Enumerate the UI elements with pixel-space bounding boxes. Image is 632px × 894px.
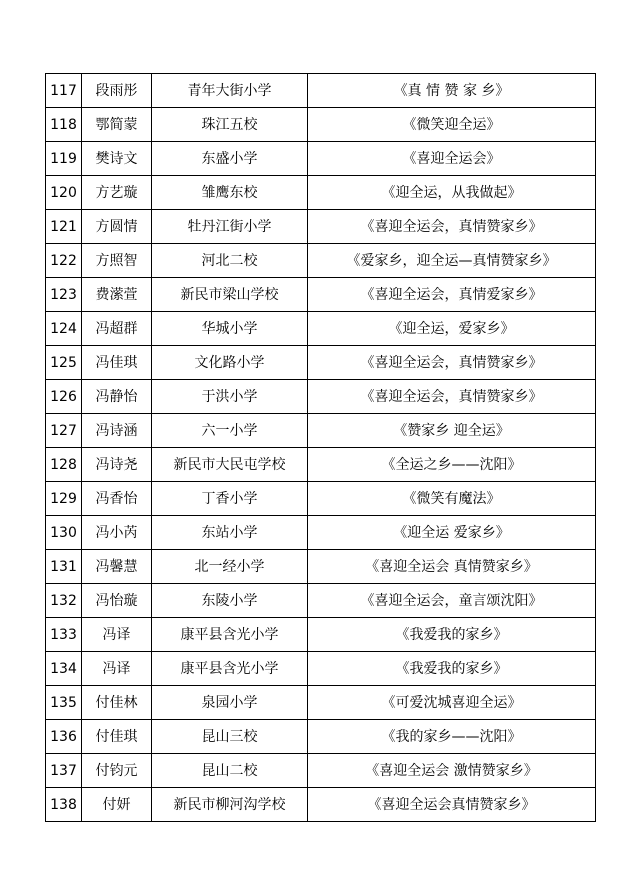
participant-table [45,73,596,822]
school-name: 康平县含光小学 [152,652,308,686]
school-name: 青年大街小学 [152,74,308,108]
school-name: 东陵小学 [152,584,308,618]
row-number: 128 [46,448,82,482]
table-row [46,754,596,788]
school-name: 华城小学 [152,312,308,346]
student-name: 樊诗文 [82,142,152,176]
table-row [46,618,596,652]
table-row [46,74,596,108]
row-number: 127 [46,414,82,448]
school-name: 丁香小学 [152,482,308,516]
work-title: 《喜迎全运会，真情赞家乡》 [308,210,596,244]
work-title: 《迎全运，从我做起》 [308,176,596,210]
work-title: 《全运之乡——沈阳》 [308,448,596,482]
table-row [46,584,596,618]
table-row [46,550,596,584]
student-name: 冯诗尧 [82,448,152,482]
student-name: 方艺璇 [82,176,152,210]
school-name: 新民市梁山学校 [152,278,308,312]
school-name: 康平县含光小学 [152,618,308,652]
table-row [46,652,596,686]
row-number: 135 [46,686,82,720]
student-name: 冯诗涵 [82,414,152,448]
school-name: 六一小学 [152,414,308,448]
row-number: 117 [46,74,82,108]
work-title: 《微笑有魔法》 [308,482,596,516]
table-row [46,176,596,210]
school-name: 珠江五校 [152,108,308,142]
school-name: 文化路小学 [152,346,308,380]
student-name: 方圆情 [82,210,152,244]
table-row [46,414,596,448]
student-name: 付妍 [82,788,152,822]
student-name: 冯佳琪 [82,346,152,380]
work-title: 《赞家乡 迎全运》 [308,414,596,448]
student-name: 冯译 [82,652,152,686]
school-name: 于洪小学 [152,380,308,414]
table-row [46,380,596,414]
school-name: 雏鹰东校 [152,176,308,210]
participant-table-body [46,74,596,822]
school-name: 河北二校 [152,244,308,278]
row-number: 134 [46,652,82,686]
work-title: 《我的家乡——沈阳》 [308,720,596,754]
student-name: 付佳琪 [82,720,152,754]
table-row [46,448,596,482]
school-name: 东站小学 [152,516,308,550]
table-row [46,516,596,550]
school-name: 北一经小学 [152,550,308,584]
school-name: 昆山三校 [152,720,308,754]
student-name: 费潆萱 [82,278,152,312]
row-number: 138 [46,788,82,822]
table-row [46,278,596,312]
table-row [46,482,596,516]
work-title: 《可爱沈城喜迎全运》 [308,686,596,720]
row-number: 130 [46,516,82,550]
row-number: 121 [46,210,82,244]
table-row [46,686,596,720]
work-title: 《喜迎全运会真情赞家乡》 [308,788,596,822]
school-name: 牡丹江街小学 [152,210,308,244]
table-row [46,244,596,278]
table-row [46,142,596,176]
table-row [46,210,596,244]
school-name: 昆山二校 [152,754,308,788]
school-name: 新民市大民屯学校 [152,448,308,482]
school-name: 新民市柳河沟学校 [152,788,308,822]
work-title: 《喜迎全运会，真情爱家乡》 [308,278,596,312]
work-title: 《喜迎全运会 激情赞家乡》 [308,754,596,788]
work-title: 《喜迎全运会，真情赞家乡》 [308,346,596,380]
student-name: 付佳林 [82,686,152,720]
table-row [46,346,596,380]
row-number: 124 [46,312,82,346]
student-name: 冯译 [82,618,152,652]
student-name: 付钧元 [82,754,152,788]
table-row [46,108,596,142]
row-number: 123 [46,278,82,312]
student-name: 方照智 [82,244,152,278]
student-name: 段雨彤 [82,74,152,108]
row-number: 125 [46,346,82,380]
row-number: 129 [46,482,82,516]
school-name: 东盛小学 [152,142,308,176]
row-number: 131 [46,550,82,584]
work-title: 《喜迎全运会 真情赞家乡》 [308,550,596,584]
table-row [46,720,596,754]
student-name: 冯香怡 [82,482,152,516]
work-title: 《迎全运，爱家乡》 [308,312,596,346]
row-number: 118 [46,108,82,142]
student-name: 冯小芮 [82,516,152,550]
student-name: 冯怡璇 [82,584,152,618]
student-name: 鄂简蒙 [82,108,152,142]
student-name: 冯静怡 [82,380,152,414]
work-title: 《真 情 赞 家 乡》 [308,74,596,108]
work-title: 《我爱我的家乡》 [308,618,596,652]
table-row [46,312,596,346]
work-title: 《微笑迎全运》 [308,108,596,142]
row-number: 132 [46,584,82,618]
row-number: 136 [46,720,82,754]
school-name: 泉园小学 [152,686,308,720]
work-title: 《喜迎全运会》 [308,142,596,176]
row-number: 120 [46,176,82,210]
student-name: 冯超群 [82,312,152,346]
row-number: 133 [46,618,82,652]
work-title: 《喜迎全运会，童言颂沈阳》 [308,584,596,618]
row-number: 119 [46,142,82,176]
work-title: 《迎全运 爱家乡》 [308,516,596,550]
row-number: 126 [46,380,82,414]
table-row [46,788,596,822]
student-name: 冯馨慧 [82,550,152,584]
work-title: 《喜迎全运会，真情赞家乡》 [308,380,596,414]
work-title: 《爱家乡，迎全运—真情赞家乡》 [308,244,596,278]
row-number: 137 [46,754,82,788]
row-number: 122 [46,244,82,278]
work-title: 《我爱我的家乡》 [308,652,596,686]
